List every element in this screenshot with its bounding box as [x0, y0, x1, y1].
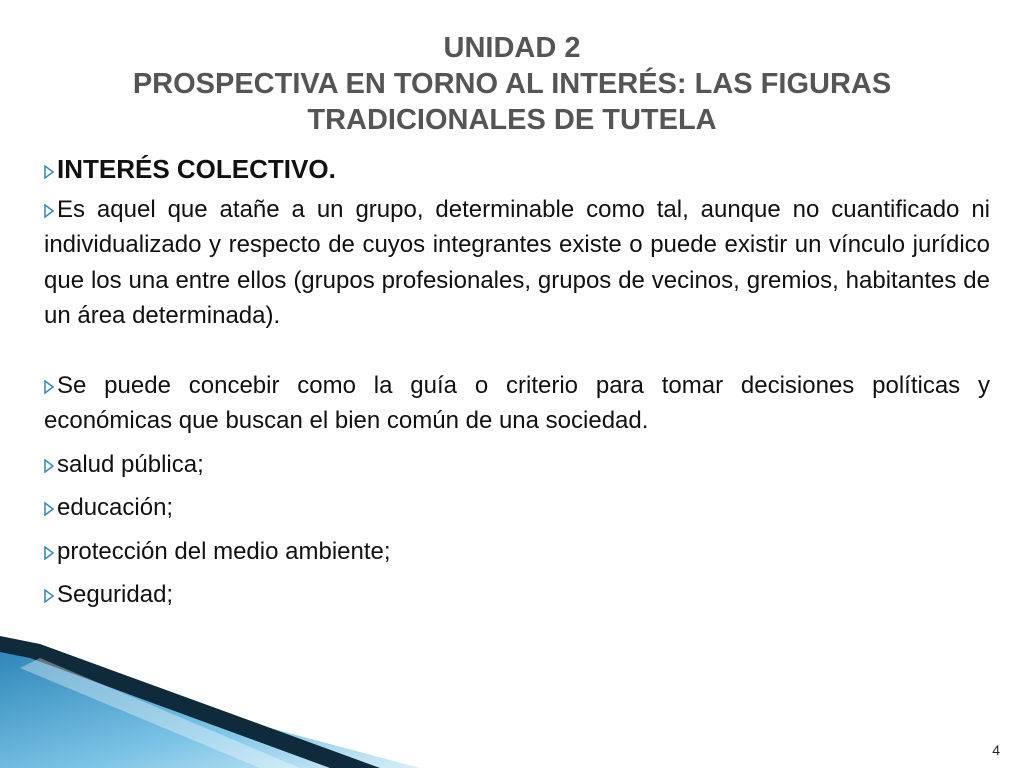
list-item-text: educación;: [57, 494, 174, 521]
list-item-text: salud pública;: [57, 450, 204, 478]
list-item: [44, 490, 990, 526]
triangle-right-icon: [44, 165, 54, 179]
page-number: 4: [992, 742, 1000, 758]
heading-item: [44, 152, 990, 188]
triangle-right-icon: [44, 380, 54, 394]
slide-content: [44, 152, 990, 613]
title-line-1: UNIDAD 2: [443, 32, 581, 64]
triangle-right-icon: [44, 204, 54, 218]
paragraph-2-text: Se puede concebir como la guía o criterio para tomar decisiones políticas y económicas que buscan el bien común de una sociedad.: [44, 371, 990, 434]
corner-swoosh-decoration: [0, 628, 420, 768]
list-item: [44, 534, 990, 570]
paragraph-item-2: [44, 368, 990, 439]
triangle-right-icon: [44, 502, 54, 516]
title-line-3: TRADICIONALES DE TUTELA: [307, 104, 717, 136]
list-item-text: protección del medio ambiente;: [57, 537, 391, 565]
paragraph-1-text: Es aquel que atañe a un grupo, determinable como tal, aunque no cuantificado ni individualizado y respecto de cuyos integrantes existe o puede existir un vínculo jurídico que los una entre ellos (grupos profesionales, grupos de vecinos, gremios, habitantes de un área determinada).: [44, 195, 990, 329]
heading-text: INTERÉS COLECTIVO.: [57, 154, 336, 184]
triangle-right-icon: [44, 546, 54, 560]
list-item-text: Seguridad;: [57, 581, 174, 608]
list-item: [44, 447, 990, 483]
title-line-2: PROSPECTIVA EN TORNO AL INTERÉS: LAS FIGURAS: [132, 68, 892, 100]
paragraph-item-1: [44, 192, 990, 334]
list-item: [44, 577, 990, 613]
triangle-right-icon: [44, 459, 54, 473]
triangle-right-icon: [44, 589, 54, 603]
slide-title: [0, 30, 1024, 138]
